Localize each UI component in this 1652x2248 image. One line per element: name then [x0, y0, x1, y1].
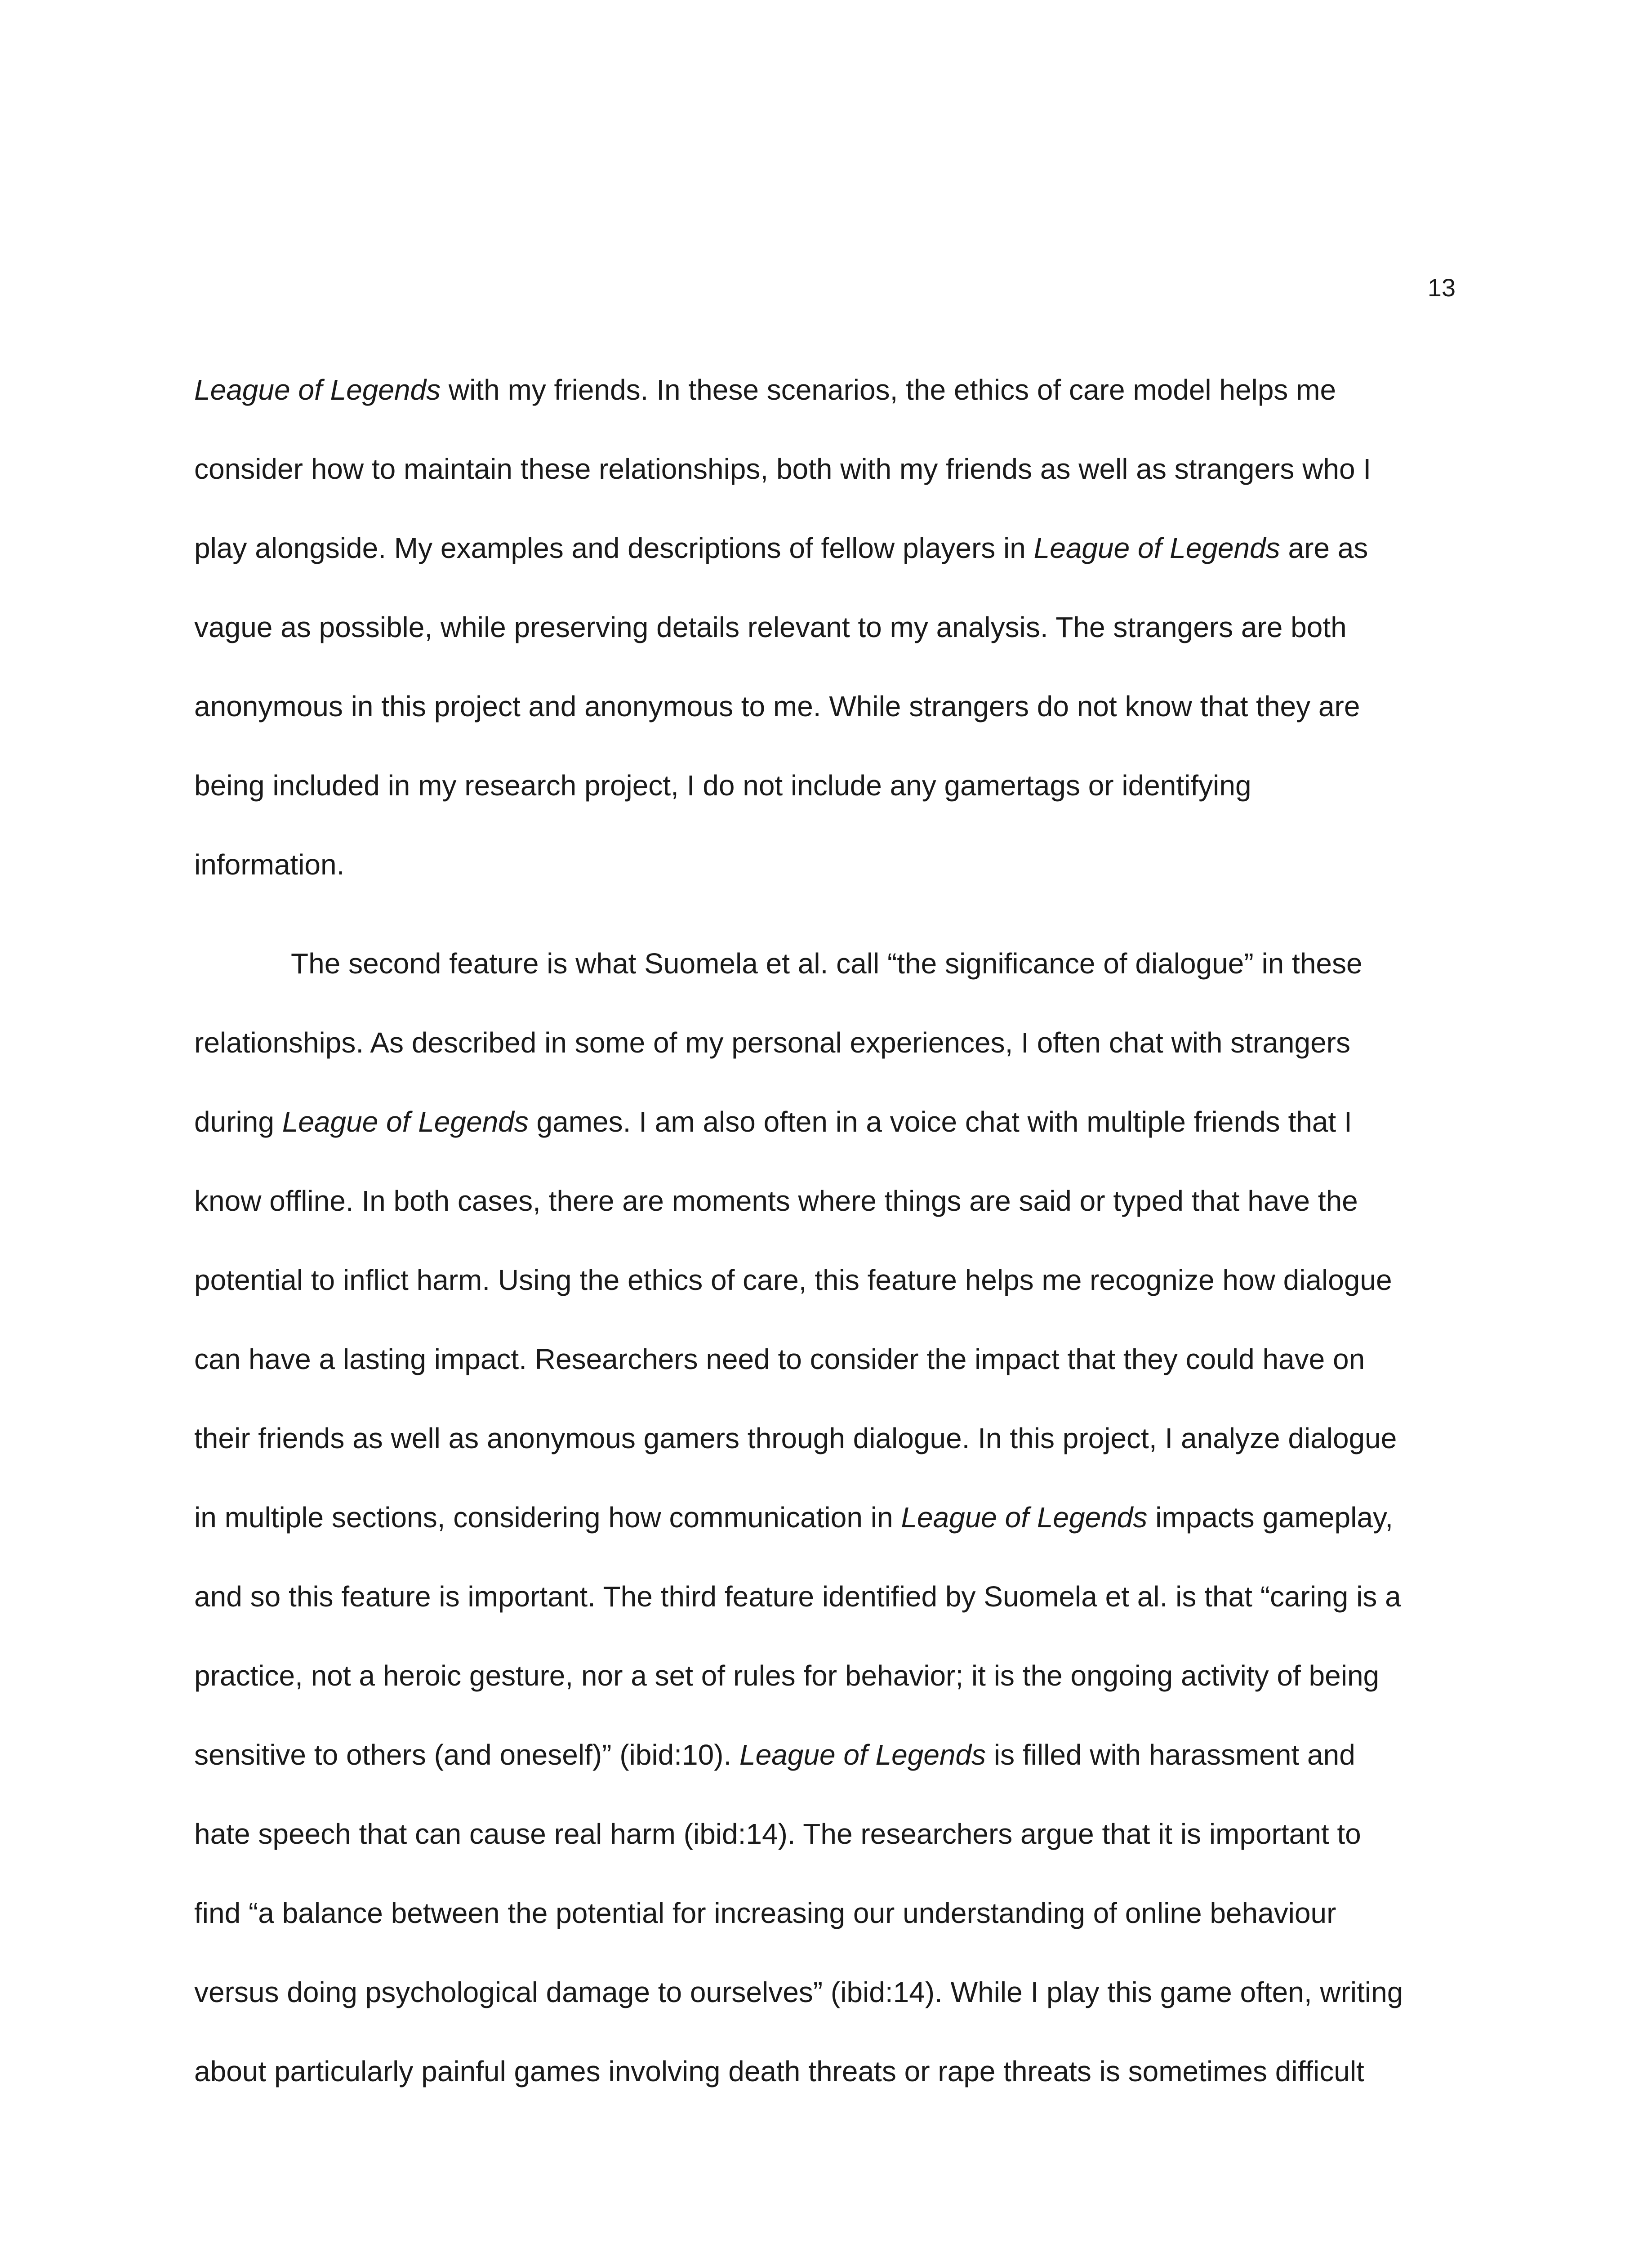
text-line: anonymous in this project and anonymous to me. While strangers do not know that they are	[194, 690, 1360, 723]
text-line: versus doing psychological damage to ourselves” (ibid:14). While I play this game often, writing	[194, 1976, 1403, 2008]
text-line: consider how to maintain these relationships, both with my friends as well as strangers who I	[194, 453, 1371, 485]
text-line: can have a lasting impact. Researchers need to consider the impact that they could have on	[194, 1343, 1365, 1375]
text-line: during League of Legends games. I am also often in a voice chat with multiple friends that I	[194, 1106, 1352, 1138]
text-line: relationships. As described in some of my personal experiences, I often chat with strangers	[194, 1026, 1350, 1059]
page-number: 13	[1427, 273, 1456, 302]
text-line: potential to inflict harm. Using the ethics of care, this feature helps me recognize how dialogue	[194, 1264, 1392, 1296]
game-title: League of Legends	[901, 1501, 1148, 1534]
paragraph-2	[194, 949, 1462, 2136]
game-title: League of Legends	[739, 1739, 986, 1771]
text-line: in multiple sections, considering how communication in League of Legends impacts gameplay,	[194, 1501, 1393, 1534]
text-line: and so this feature is important. The third feature identified by Suomela et al. is that “caring is a	[194, 1580, 1401, 1613]
paragraph-1	[194, 375, 1462, 929]
text-line: information.	[194, 848, 345, 881]
game-title: League of Legends	[282, 1106, 529, 1138]
game-title: League of Legends	[194, 374, 441, 406]
text-line: sensitive to others (and oneself)” (ibid:10). League of Legends is filled with harassment and	[194, 1739, 1355, 1771]
text-line: play alongside. My examples and descriptions of fellow players in League of Legends are as	[194, 532, 1368, 564]
text-line: their friends as well as anonymous gamers through dialogue. In this project, I analyze dialogue	[194, 1422, 1397, 1454]
text-line: know offline. In both cases, there are moments where things are said or typed that have the	[194, 1185, 1358, 1217]
text-line: being included in my research project, I do not include any gamertags or identifying	[194, 769, 1251, 802]
text-line: hate speech that can cause real harm (ibid:14). The researchers argue that it is important to	[194, 1818, 1361, 1850]
game-title: League of Legends	[1033, 532, 1280, 564]
text-line: The second feature is what Suomela et al. call “the significance of dialogue” in these	[291, 947, 1363, 980]
text-line: practice, not a heroic gesture, nor a set of rules for behavior; it is the ongoing activity of being	[194, 1659, 1380, 1692]
text-line: about particularly painful games involving death threats or rape threats is sometimes difficult	[194, 2055, 1364, 2087]
text-line: League of Legends with my friends. In these scenarios, the ethics of care model helps me	[194, 374, 1336, 406]
text-line: find “a balance between the potential for increasing our understanding of online behaviour	[194, 1897, 1336, 1929]
body-text	[194, 375, 1462, 2136]
text-line: vague as possible, while preserving details relevant to my analysis. The strangers are both	[194, 611, 1347, 643]
